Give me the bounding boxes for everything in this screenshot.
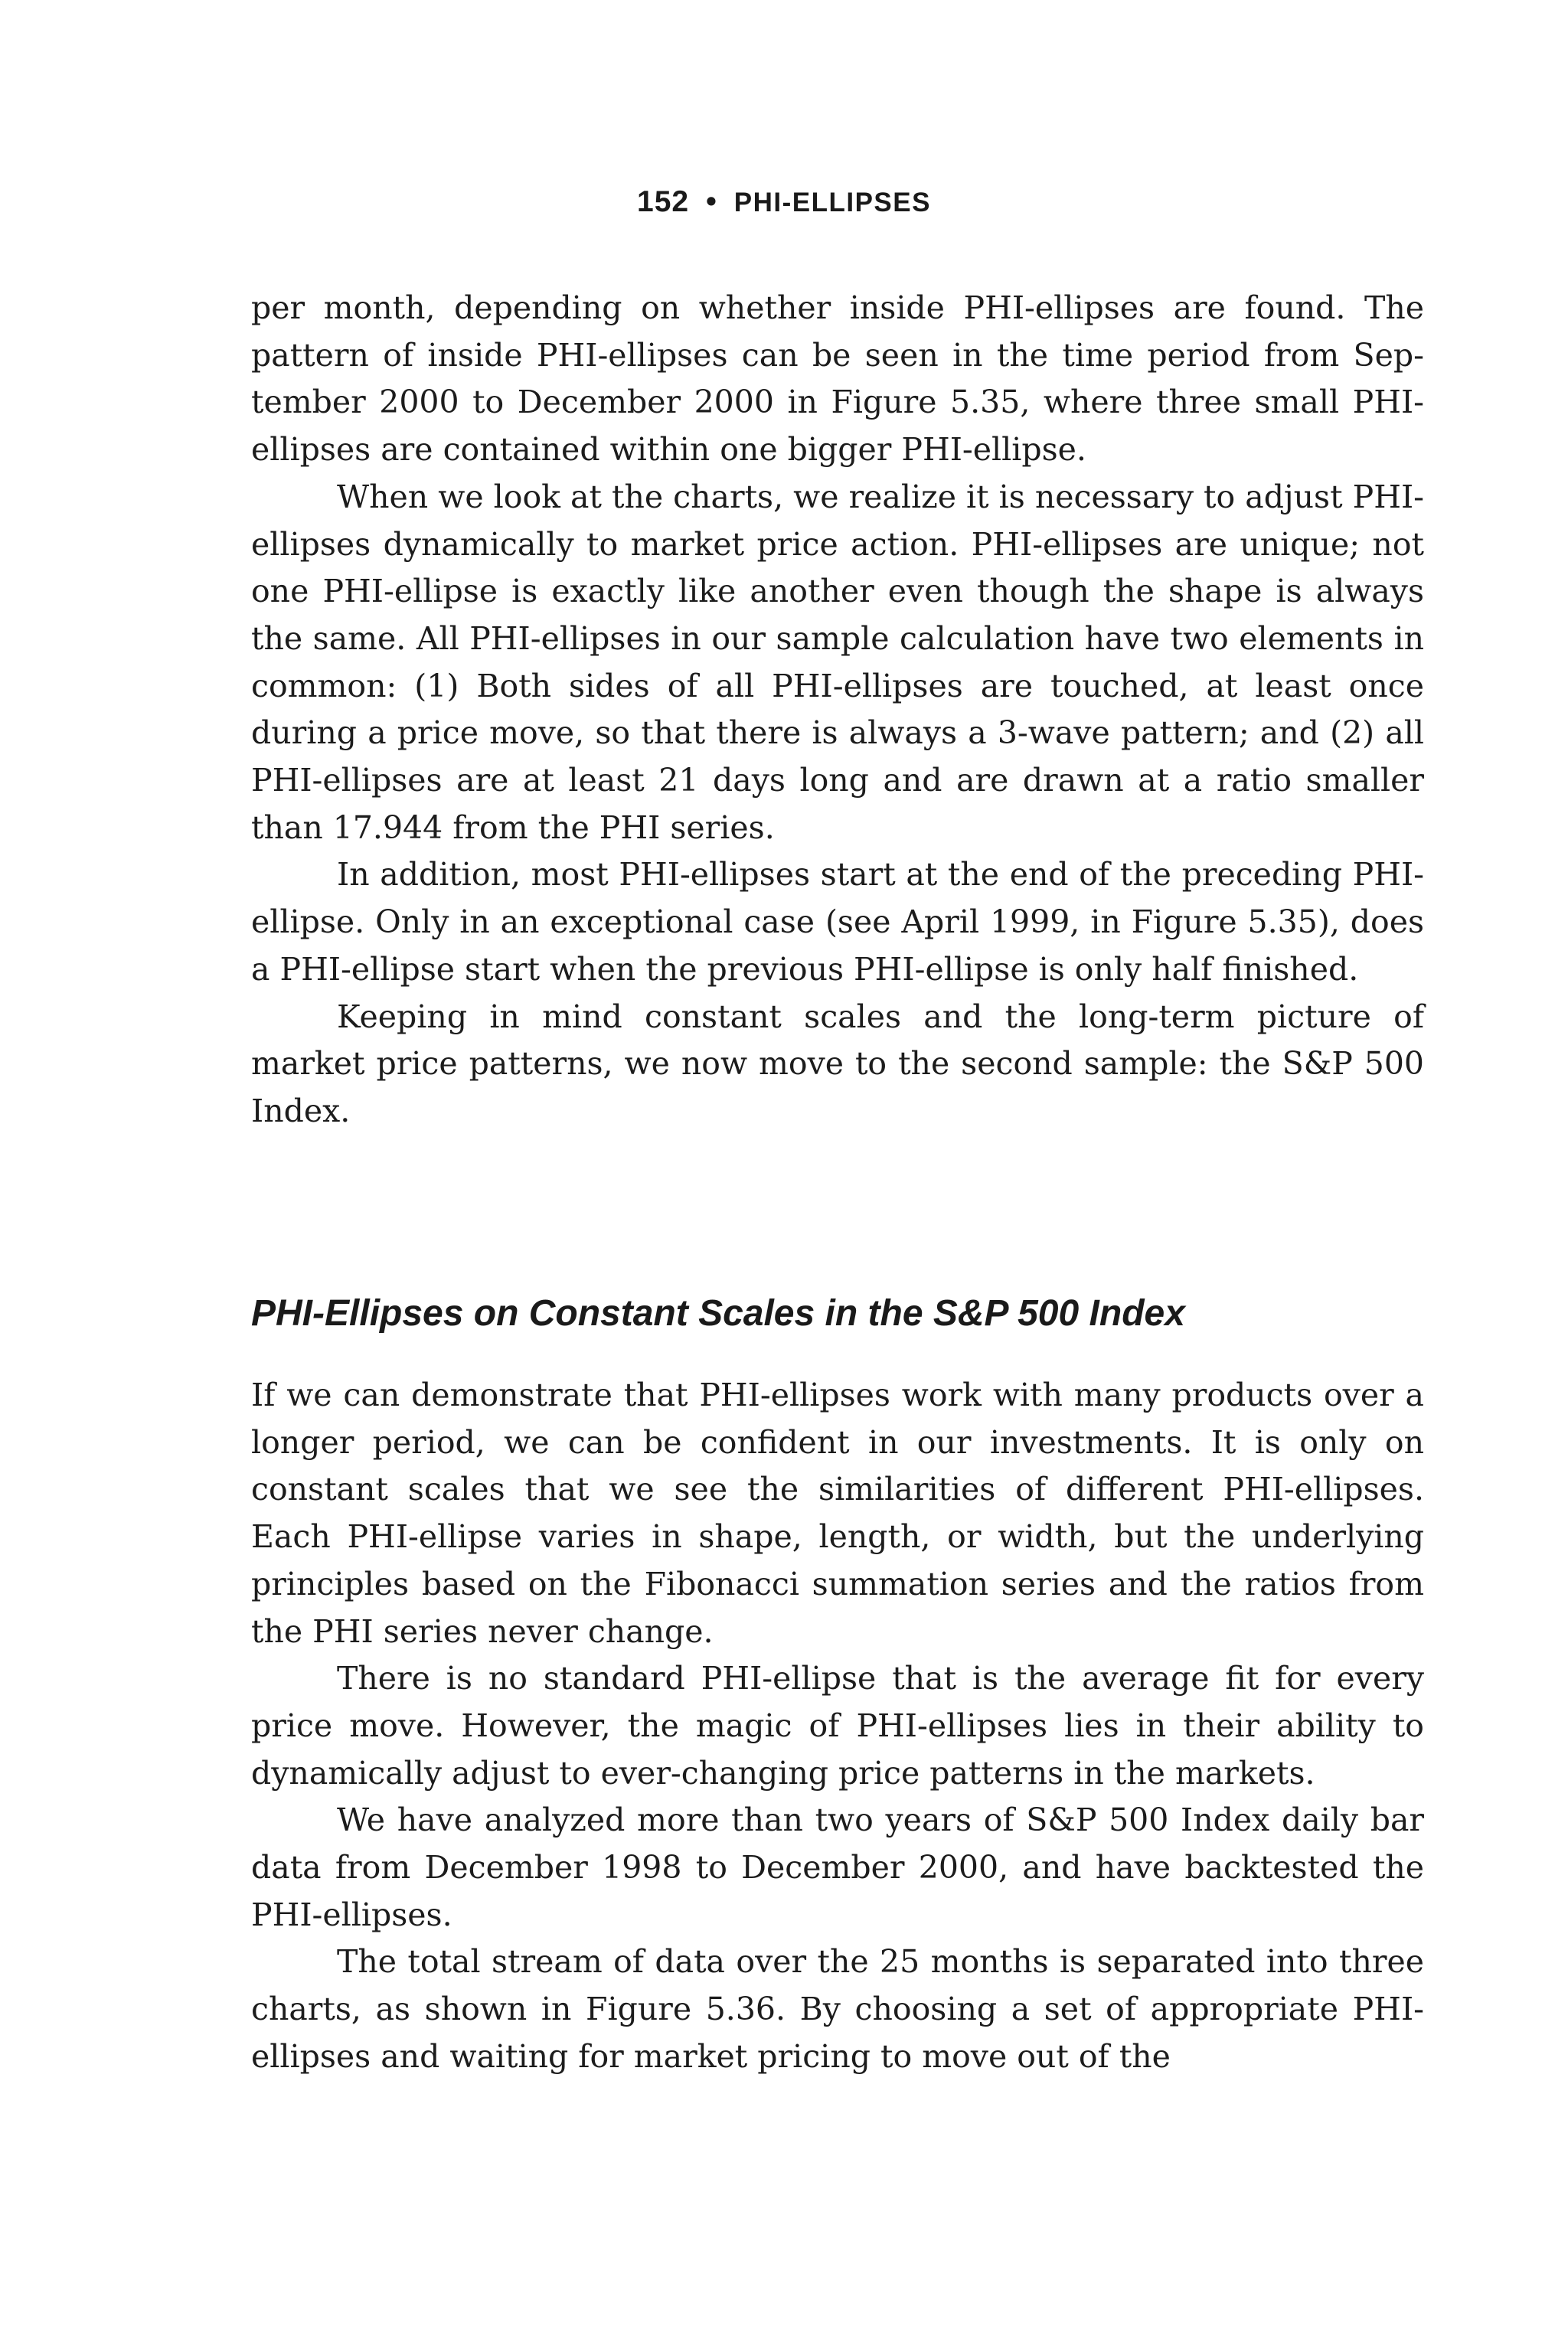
running-title: PHI-ELLIPSES (733, 188, 931, 217)
section-heading: PHI-Ellipses on Constant Scales in the S&P 500 Index (251, 1293, 1185, 1334)
page-number: 152 (637, 185, 690, 218)
paragraph-3: In addition, most PHI-ellipses start at the end of the preceding PHI-ellipse. Only in an exceptional case (see April 1999, in Figure 5.35), does a PHI-ellipse start when the previous PHI-ellipse is only half finished. (251, 856, 1424, 988)
header-separator: • (706, 185, 717, 218)
body-text-section-2 (251, 1372, 1424, 2081)
body-text-section-1 (251, 285, 1424, 1135)
paragraph-2: When we look at the charts, we realize it is necessary to adjust PHI-ellipses dynamically to market price action. PHI-ellipses are unique; not one PHI-ellipse is exactly like another even though the shape is always the same. All PHI-ellipses in our sample calculation have two elements in common: (1) Both sides of all PHI-ellipses are touched, at least once during a price move, so that there is always a 3-wave pattern; and (2) all PHI-ellipses are at least 21 days long and are drawn at a ratio smaller than 17.944 from the PHI series. (251, 478, 1424, 846)
paragraph-7: We have analyzed more than two years of S&P 500 Index daily bar data from December 1998 to December 2000, and have backtested the PHI-ellipses. (251, 1802, 1424, 1933)
paragraph-1: per month, depending on whether inside PHI-ellipses are found. The pattern of inside PHI-ellipses can be seen in the time period from September 2000 to December 2000 in Figure 5.35, where three small PHI-ellipses are contained within one bigger PHI-ellipse. (251, 289, 1424, 469)
paragraph-4: Keeping in mind constant scales and the long-term picture of market price patterns, we now move to the second sample: the S&P 500 Index. (251, 998, 1424, 1129)
paragraph-5: If we can demonstrate that PHI-ellipses work with many products over a longer period, we can be confident in our investments. It is only on constant scales that we see the similarities of different PHI-ellipses. Each PHI-ellipse varies in shape, length, or width, but the underlying principles based on the Fibonacci summation series and the ratios from the PHI series never change. (251, 1377, 1424, 1650)
paragraph-8: The total stream of data over the 25 months is separated into three charts, as shown in Figure 5.36. By choosing a set of appropriate PHI-ellipses and waiting for market pricing to move out of the (251, 1943, 1424, 2075)
page-header (0, 185, 1568, 219)
paragraph-6: There is no standard PHI-ellipse that is the average fit for every price move. However, the magic of PHI-ellipses lies in their ability to dynamically adjust to ever-changing price patterns in the markets. (251, 1660, 1424, 1792)
